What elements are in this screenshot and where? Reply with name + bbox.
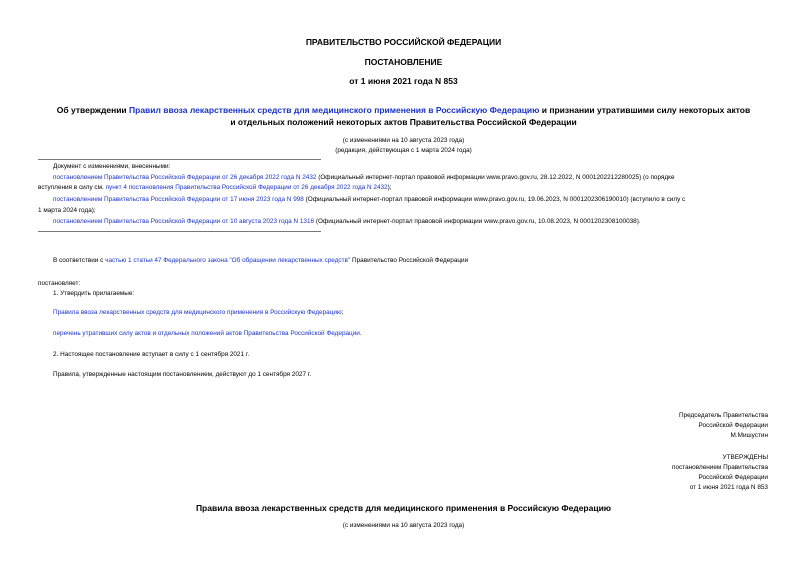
title-suffix: и признании утратившими силу некоторых актов — [539, 105, 751, 115]
change-item-3 — [53, 218, 641, 225]
intro-prefix: В соответствии с — [53, 257, 106, 264]
divider-top — [38, 159, 321, 160]
change-item-2-text: (Официальный интернет-портал правовой информации www.pravo.gov.ru, 19.06.2023, N 0001202306190010) (вступило в силу с — [303, 196, 686, 203]
resolves-text: постановляет: — [38, 280, 81, 287]
paragraph-3: Правила, утвержденные настоящим постановлением, действуют до 1 сентября 2027 г. — [53, 371, 312, 378]
approved-heading: УТВЕРЖДЕНЫ — [722, 454, 768, 461]
intro-suffix: Правительство Российской Федерации — [350, 257, 469, 264]
revision-changes: (с изменениями на 10 августа 2023 года) — [342, 137, 465, 144]
signature-name: М.Мишустин — [730, 432, 768, 439]
change-item-1 — [53, 174, 675, 181]
paragraph-2: 2. Настоящее постановление вступает в силу с 1 сентября 2021 г. — [53, 351, 250, 358]
rules-changes: (с изменениями на 10 августа 2023 года) — [342, 522, 465, 529]
title-prefix: Об утверждении — [56, 105, 130, 115]
changes-heading: Документ с изменениями, внесенными: — [53, 163, 171, 170]
change-item-2 — [53, 196, 685, 203]
government-heading: ПРАВИТЕЛЬСТВО РОССИЙСКОЙ ФЕДЕРАЦИИ — [305, 37, 502, 47]
title-rules-link[interactable]: Правил ввоза лекарственных средств для медицинского применения в Российскую Федерацию — [129, 105, 540, 115]
document-date-number: от 1 июня 2021 года N 853 — [349, 76, 458, 86]
revision-edition: (редакция, действующая с 1 марта 2024 года) — [335, 147, 472, 154]
document-title-line2: и отдельных положений некоторых актов Правительства Российской Федерации — [230, 117, 577, 127]
paragraph-1: 1. Утвердить прилагаемые: — [53, 290, 135, 297]
change-item-2-cont: 1 марта 2024 года); — [38, 207, 96, 214]
signature-title: Председатель Правительства — [679, 412, 768, 419]
signature-country: Российской Федерации — [698, 422, 768, 429]
approved-rules-end: ; — [341, 309, 344, 316]
approved-line-4: от 1 июня 2021 года N 853 — [689, 484, 768, 491]
change-item-1-cont-prefix: вступления в силу см. — [38, 184, 106, 191]
change-item-1-cont — [38, 184, 392, 191]
repealed-list-item — [53, 330, 362, 337]
change-item-1-text: (Официальный интернет-портал правовой информации www.pravo.gov.ru, 28.12.2022, N 0001202212280025) (о порядке — [316, 174, 675, 181]
change-item-2-link[interactable]: постановлением Правительства Российской Федерации от 17 июня 2023 года N 998 — [53, 196, 304, 203]
approved-line-2: постановлением Правительства — [672, 464, 768, 471]
repealed-list-end: . — [359, 330, 362, 337]
federal-law-link[interactable]: частью 1 статьи 47 Федерального закона "Об обращении лекарственных средств" — [105, 257, 351, 264]
document-title-line1 — [0, 105, 807, 115]
document-type: ПОСТАНОВЛЕНИЕ — [364, 57, 443, 67]
approved-rules-link[interactable]: Правила ввоза лекарственных средств для медицинского применения в Российскую Федерацию — [53, 309, 342, 316]
repealed-list-link[interactable]: перечень утративших силу актов и отдельных положений актов Правительства Российской Федерации — [53, 330, 360, 337]
change-item-1-link[interactable]: постановлением Правительства Российской Федерации от 26 декабря 2022 года N 2432 — [53, 174, 317, 181]
change-item-1-cont-link[interactable]: пункт 4 постановления Правительства Российской Федерации от 26 декабря 2022 года N 2432 — [105, 184, 388, 191]
rules-title: Правила ввоза лекарственных средств для медицинского применения в Российскую Федерацию — [195, 503, 612, 513]
change-item-1-cont-suffix: ); — [387, 184, 392, 191]
approved-line-3: Российской Федерации — [698, 474, 768, 481]
change-item-3-link[interactable]: постановлением Правительства Российской Федерации от 10 августа 2023 года N 1316 — [53, 218, 315, 225]
approved-rules-item — [53, 309, 344, 316]
divider-bottom — [38, 231, 321, 232]
intro-paragraph — [53, 257, 468, 264]
change-item-3-text: (Официальный интернет-портал правовой информации www.pravo.gov.ru, 10.08.2023, N 0001202308100038). — [314, 218, 641, 225]
